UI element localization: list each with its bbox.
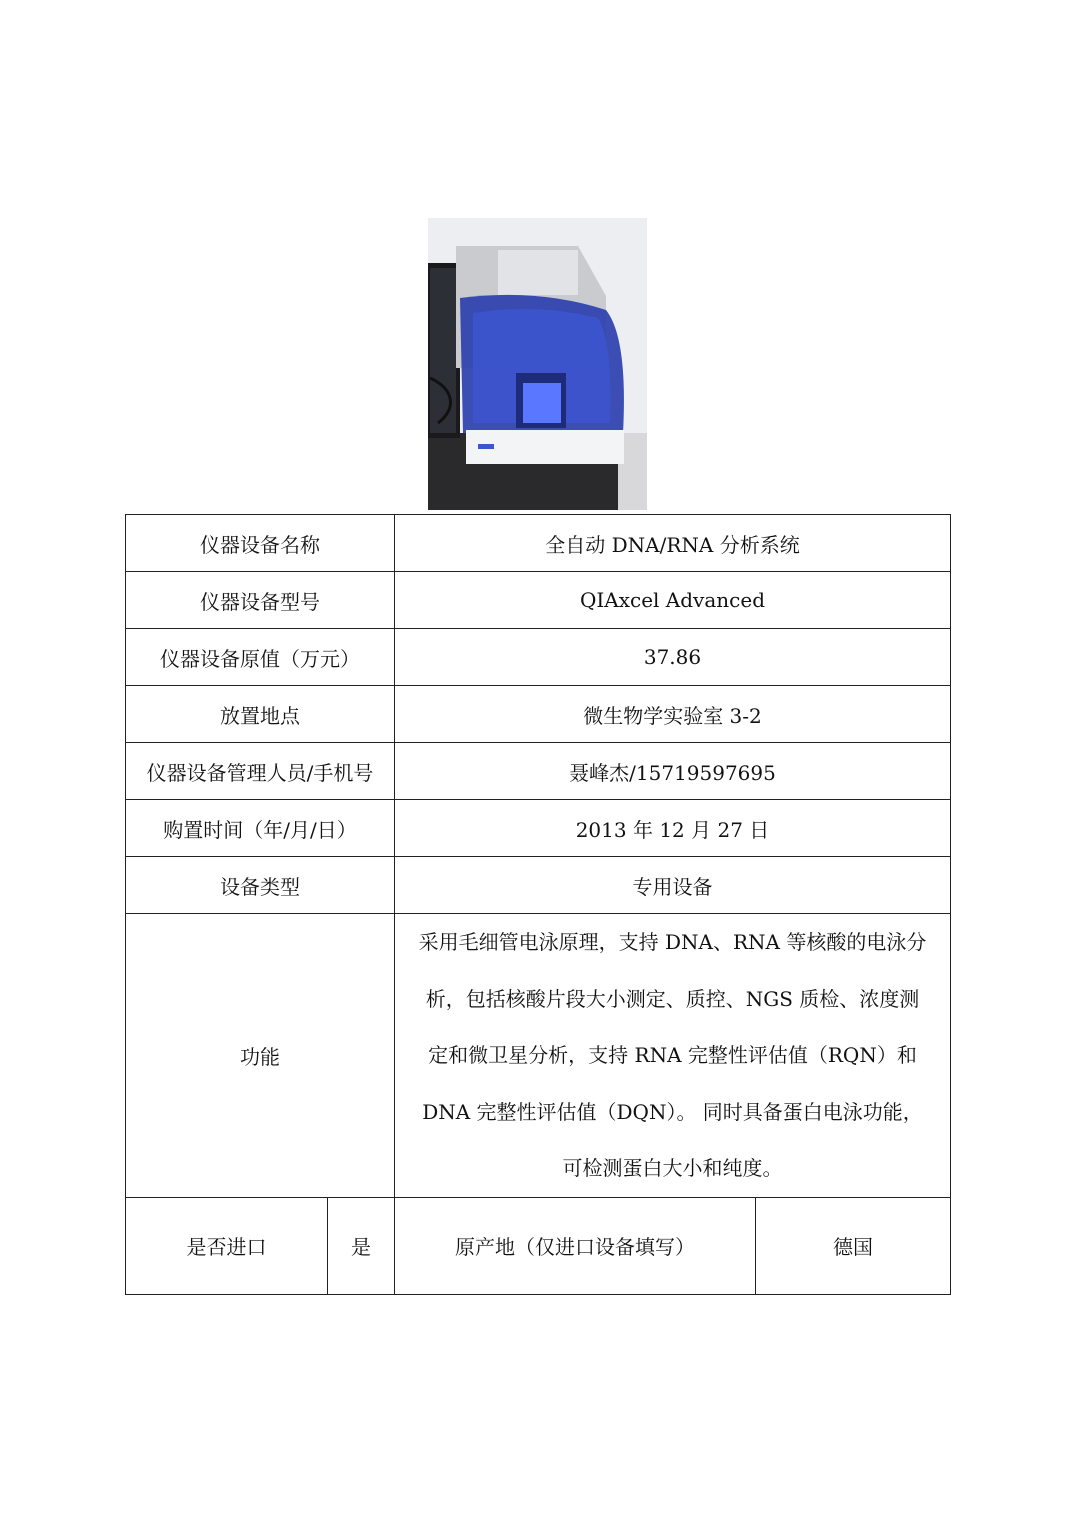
- field-label: 设备类型: [126, 857, 395, 914]
- function-row: [126, 914, 951, 1198]
- table-row: [126, 857, 951, 914]
- field-value: 全自动 DNA/RNA 分析系统: [395, 515, 951, 572]
- device-photo: [428, 218, 647, 510]
- field-value: 微生物学实验室 3-2: [395, 686, 951, 743]
- origin-value: 德国: [756, 1197, 951, 1294]
- table-row: [126, 572, 951, 629]
- table-row: [126, 629, 951, 686]
- function-line: 采用毛细管电泳原理，支持 DNA、RNA 等核酸的电泳分: [418, 930, 927, 954]
- field-value: 37.86: [395, 629, 951, 686]
- field-label: 放置地点: [126, 686, 395, 743]
- table-row: [126, 686, 951, 743]
- field-value: QIAxcel Advanced: [395, 572, 951, 629]
- field-label: 仪器设备管理人员/手机号: [126, 743, 395, 800]
- field-label: 仪器设备原值（万元）: [126, 629, 395, 686]
- import-value: 是: [328, 1197, 395, 1294]
- import-row: [126, 1197, 951, 1294]
- field-value: 聂峰杰/15719597695: [395, 743, 951, 800]
- function-line: 可检测蛋白大小和纯度。: [562, 1156, 783, 1180]
- equipment-info-table: [125, 514, 951, 1295]
- table-row: [126, 800, 951, 857]
- field-value: 2013 年 12 月 27 日: [395, 800, 951, 857]
- table-row: [126, 743, 951, 800]
- import-label: 是否进口: [126, 1197, 328, 1294]
- function-description: [395, 914, 951, 1198]
- function-line: DNA 完整性评估值（DQN）。 同时具备蛋白电泳功能，: [422, 1099, 923, 1124]
- table-row: [126, 515, 951, 572]
- field-label: 仪器设备型号: [126, 572, 395, 629]
- device-photo-icon: [428, 218, 647, 510]
- origin-label: 原产地（仅进口设备填写）: [395, 1197, 756, 1294]
- function-line: 析，包括核酸片段大小测定、质控、NGS 质检、浓度测: [425, 986, 920, 1011]
- field-label: 购置时间（年/月/日）: [126, 800, 395, 857]
- function-label: 功能: [126, 914, 395, 1198]
- function-line: 定和微卫星分析，支持 RNA 完整性评估值（RQN）和: [428, 1043, 917, 1067]
- field-value: 专用设备: [395, 857, 951, 914]
- field-label: 仪器设备名称: [126, 515, 395, 572]
